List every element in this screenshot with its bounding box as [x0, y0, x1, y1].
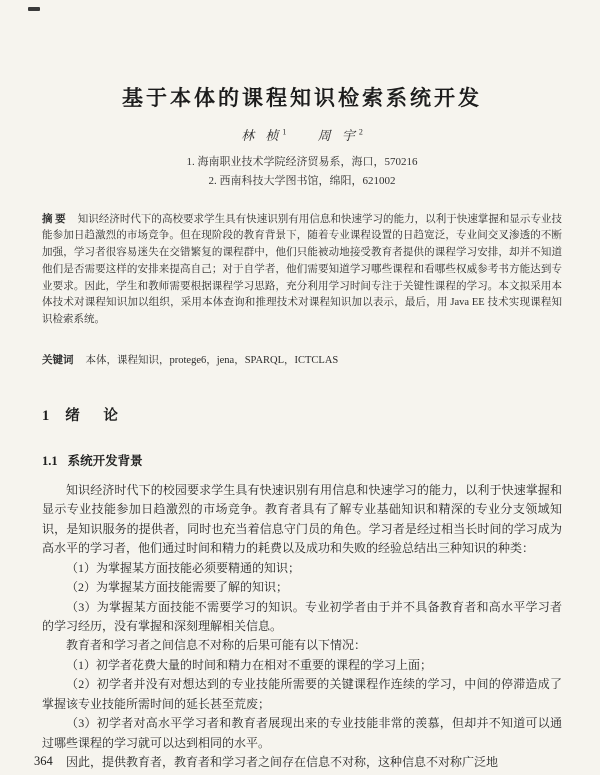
body-list-item: （2）为掌握某方面技能需要了解的知识； [66, 580, 289, 595]
abstract-text: 知识经济时代下的高校要求学生具有快速识别有用信息和快速学习的能力，以利于快速掌握和显示专业技能参加日趋激烈的市场竞争。但在现阶段的教育背景下，随着专业课程设置的日趋宽泛，专业间交叉渗透的不断加强，学习者很容易迷失在交错繁复的课程群中，他们只能被动地接受教育者提供的课程学习安排，却并不知道他们是否需要这样的安排来提高自己；对于自学者，他们需要知道学习哪些课程和看哪些权威参考书方能达到专业要求。因此，学生和教师需要根据课程学习思路，充分利用学习时间专注于关键性课程的学习。本文拟采用本体技术对课程知识加以组织，采用本体查询和推理技术对课程知识加以表示，最后，用 Java EE 技术实现课程知识检索系统。 [42, 213, 563, 326]
author-1-superscript: 1 [282, 127, 287, 137]
subsection-heading-background [42, 451, 562, 469]
body-list-item: （3）初学者对高水平学习者和教育者展现出来的专业技能非常的羡慕，但却并不知道可以通过哪些课程的学习就可以达到相同的水平。 [42, 716, 562, 750]
abstract-block [42, 212, 562, 330]
author-1-name: 林 桢 [241, 128, 283, 143]
keywords-label: 关键词 [42, 355, 74, 367]
body-list-item: （1）为掌握某方面技能必须要精通的知识； [66, 560, 301, 575]
affiliation-line-1: 1. 海南职业技术学院经济贸易系，海口，570216 [186, 156, 418, 168]
scan-artifact [28, 7, 40, 11]
section-title: 绪 论 [65, 407, 128, 424]
abstract-label: 摘 要 [42, 213, 66, 225]
author-2 [318, 128, 363, 143]
affiliation-line-2: 2. 西南科技大学图书馆，绵阳，621002 [208, 175, 396, 188]
author-1 [241, 128, 286, 143]
subsection-title: 系统开发背景 [67, 453, 143, 468]
author-2-name: 周 宇 [317, 128, 359, 143]
subsection-number: 1.1 [42, 453, 58, 468]
body-text-block [42, 481, 562, 773]
body-list-item: （1）初学者花费大量的时间和精力在相对不重要的课程的学习上面； [66, 657, 433, 672]
author-2-superscript: 2 [358, 127, 363, 137]
body-list-item: （3）为掌握某方面技能不需要学习的知识。专业初学者由于并不具备教育者和高水平学习者的学习经历，没有掌握和深刻理解相关信息。 [42, 599, 562, 633]
keywords-text: 本体，课程知识，protege6，jena，SPARQL，ICTCLAS [85, 355, 339, 367]
page-number: 364 [34, 754, 53, 768]
body-list-item: （2）初学者并没有对想达到的专业技能所需要的关键课程作连续的学习，中间的停滞造成了掌握该专业技能所需时间的延长甚至荒废； [42, 677, 562, 711]
authors-line [42, 125, 562, 144]
body-paragraph: 因此，提供教育者，教育者和学习者之间存在信息不对称，这种信息不对称广泛地 [66, 755, 499, 769]
body-paragraph: 知识经济时代下的校园要求学生具有快速识别有用信息和快速学习的能力，以利于快速掌握和显示专业技能参加日趋激烈的市场竞争。教育者具有了解专业基础知识和精深的专业分支领域知识，是知识服务的提供者，同时也充当着信息守门员的角色。学习者是经过相当长时间的学习成为高水平的学习者，他们通过时间和精力的耗费以及成功和失败的经验总结出三种知识的种类： [42, 482, 562, 556]
affiliations-block [42, 153, 562, 192]
section-heading-introduction [42, 404, 562, 425]
keywords-block [42, 353, 562, 370]
paper-title: 基于本体的课程知识检索系统开发 [122, 86, 482, 110]
body-paragraph: 教育者和学习者之间信息不对称的后果可能有以下情况： [66, 638, 367, 653]
section-number: 1 [42, 407, 50, 424]
